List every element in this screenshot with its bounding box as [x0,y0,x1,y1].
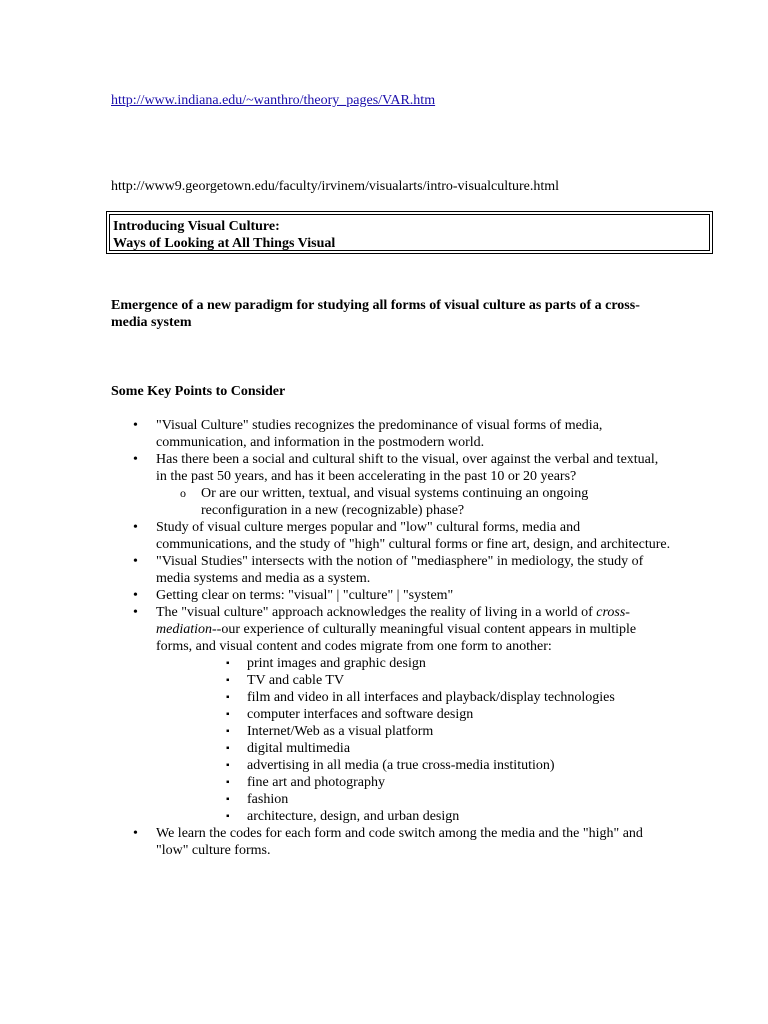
form-text: fine art and photography [247,775,386,790]
title-line-1: Introducing Visual Culture: [113,219,280,234]
form-item [156,689,671,706]
emergence-heading: Emergence of a new paradigm for studying all forms of visual culture as parts of a cross-media system [111,298,640,330]
approach-text-before: The "visual culture" approach acknowledges the reality of living in a world of [156,605,597,620]
form-item [156,723,671,740]
form-text: computer interfaces and software design [247,707,474,722]
form-text: digital multimedia [247,741,351,756]
bullet-text: Study of visual culture merges popular and "low" cultural forms, media and communications, and the study of "high" cultural forms or fine art, design, and architecture. [156,520,671,552]
approach-text-after: --our experience of culturally meaningful visual content appears in multiple forms, and visual content and codes migrate from one form to another: [156,622,637,654]
form-item [156,672,671,689]
form-item [156,655,671,672]
list-item [111,519,671,553]
bullet-text: Getting clear on terms: "visual" | "culture" | "system" [156,588,454,603]
list-item [111,604,671,825]
cross-mediation-term: cross-mediation [156,605,630,637]
form-text: fashion [247,792,289,807]
key-points-heading: Some Key Points to Consider [111,384,286,399]
indiana-link[interactable]: http://www.indiana.edu/~wanthro/theory_pages/VAR.htm [111,93,436,108]
key-points-list [111,417,671,859]
title-line-2: Ways of Looking at All Things Visual [113,236,336,251]
georgetown-url: http://www9.georgetown.edu/faculty/irvinem/visualarts/intro-visualculture.html [111,179,560,194]
list-item [111,825,671,859]
form-text: architecture, design, and urban design [247,809,460,824]
forms-list [156,655,671,825]
form-text: print images and graphic design [247,656,426,671]
form-item [156,706,671,723]
sub-list-item [156,485,671,519]
form-text: Internet/Web as a visual platform [247,724,434,739]
form-item [156,808,671,825]
sub-list [156,485,671,519]
form-item [156,757,671,774]
form-item [156,774,671,791]
sub-bullet-text: Or are our written, textual, and visual systems continuing an ongoing reconfiguration in a new (recognizable) phase? [201,486,589,518]
list-item [111,451,671,519]
list-item [111,553,671,587]
list-item [111,587,671,604]
form-text: film and video in all interfaces and playback/display technologies [247,690,615,705]
form-text: TV and cable TV [247,673,345,688]
form-text: advertising in all media (a true cross-media institution) [247,758,555,773]
bullet-text: "Visual Studies" intersects with the notion of "mediasphere" in mediology, the study of media systems and media as a system. [156,554,644,586]
bullet-text: Has there been a social and cultural shift to the visual, over against the verbal and textual, in the past 50 years, and has it been accelerating in the past 10 or 20 years? [156,452,659,484]
list-item [111,417,671,451]
bullet-text: We learn the codes for each form and code switch among the media and the "high" and "low" culture forms. [156,826,643,858]
title-box [106,211,713,254]
form-item [156,791,671,808]
bullet-text: "Visual Culture" studies recognizes the predominance of visual forms of media, communication, and information in the postmodern world. [156,418,603,450]
form-item [156,740,671,757]
